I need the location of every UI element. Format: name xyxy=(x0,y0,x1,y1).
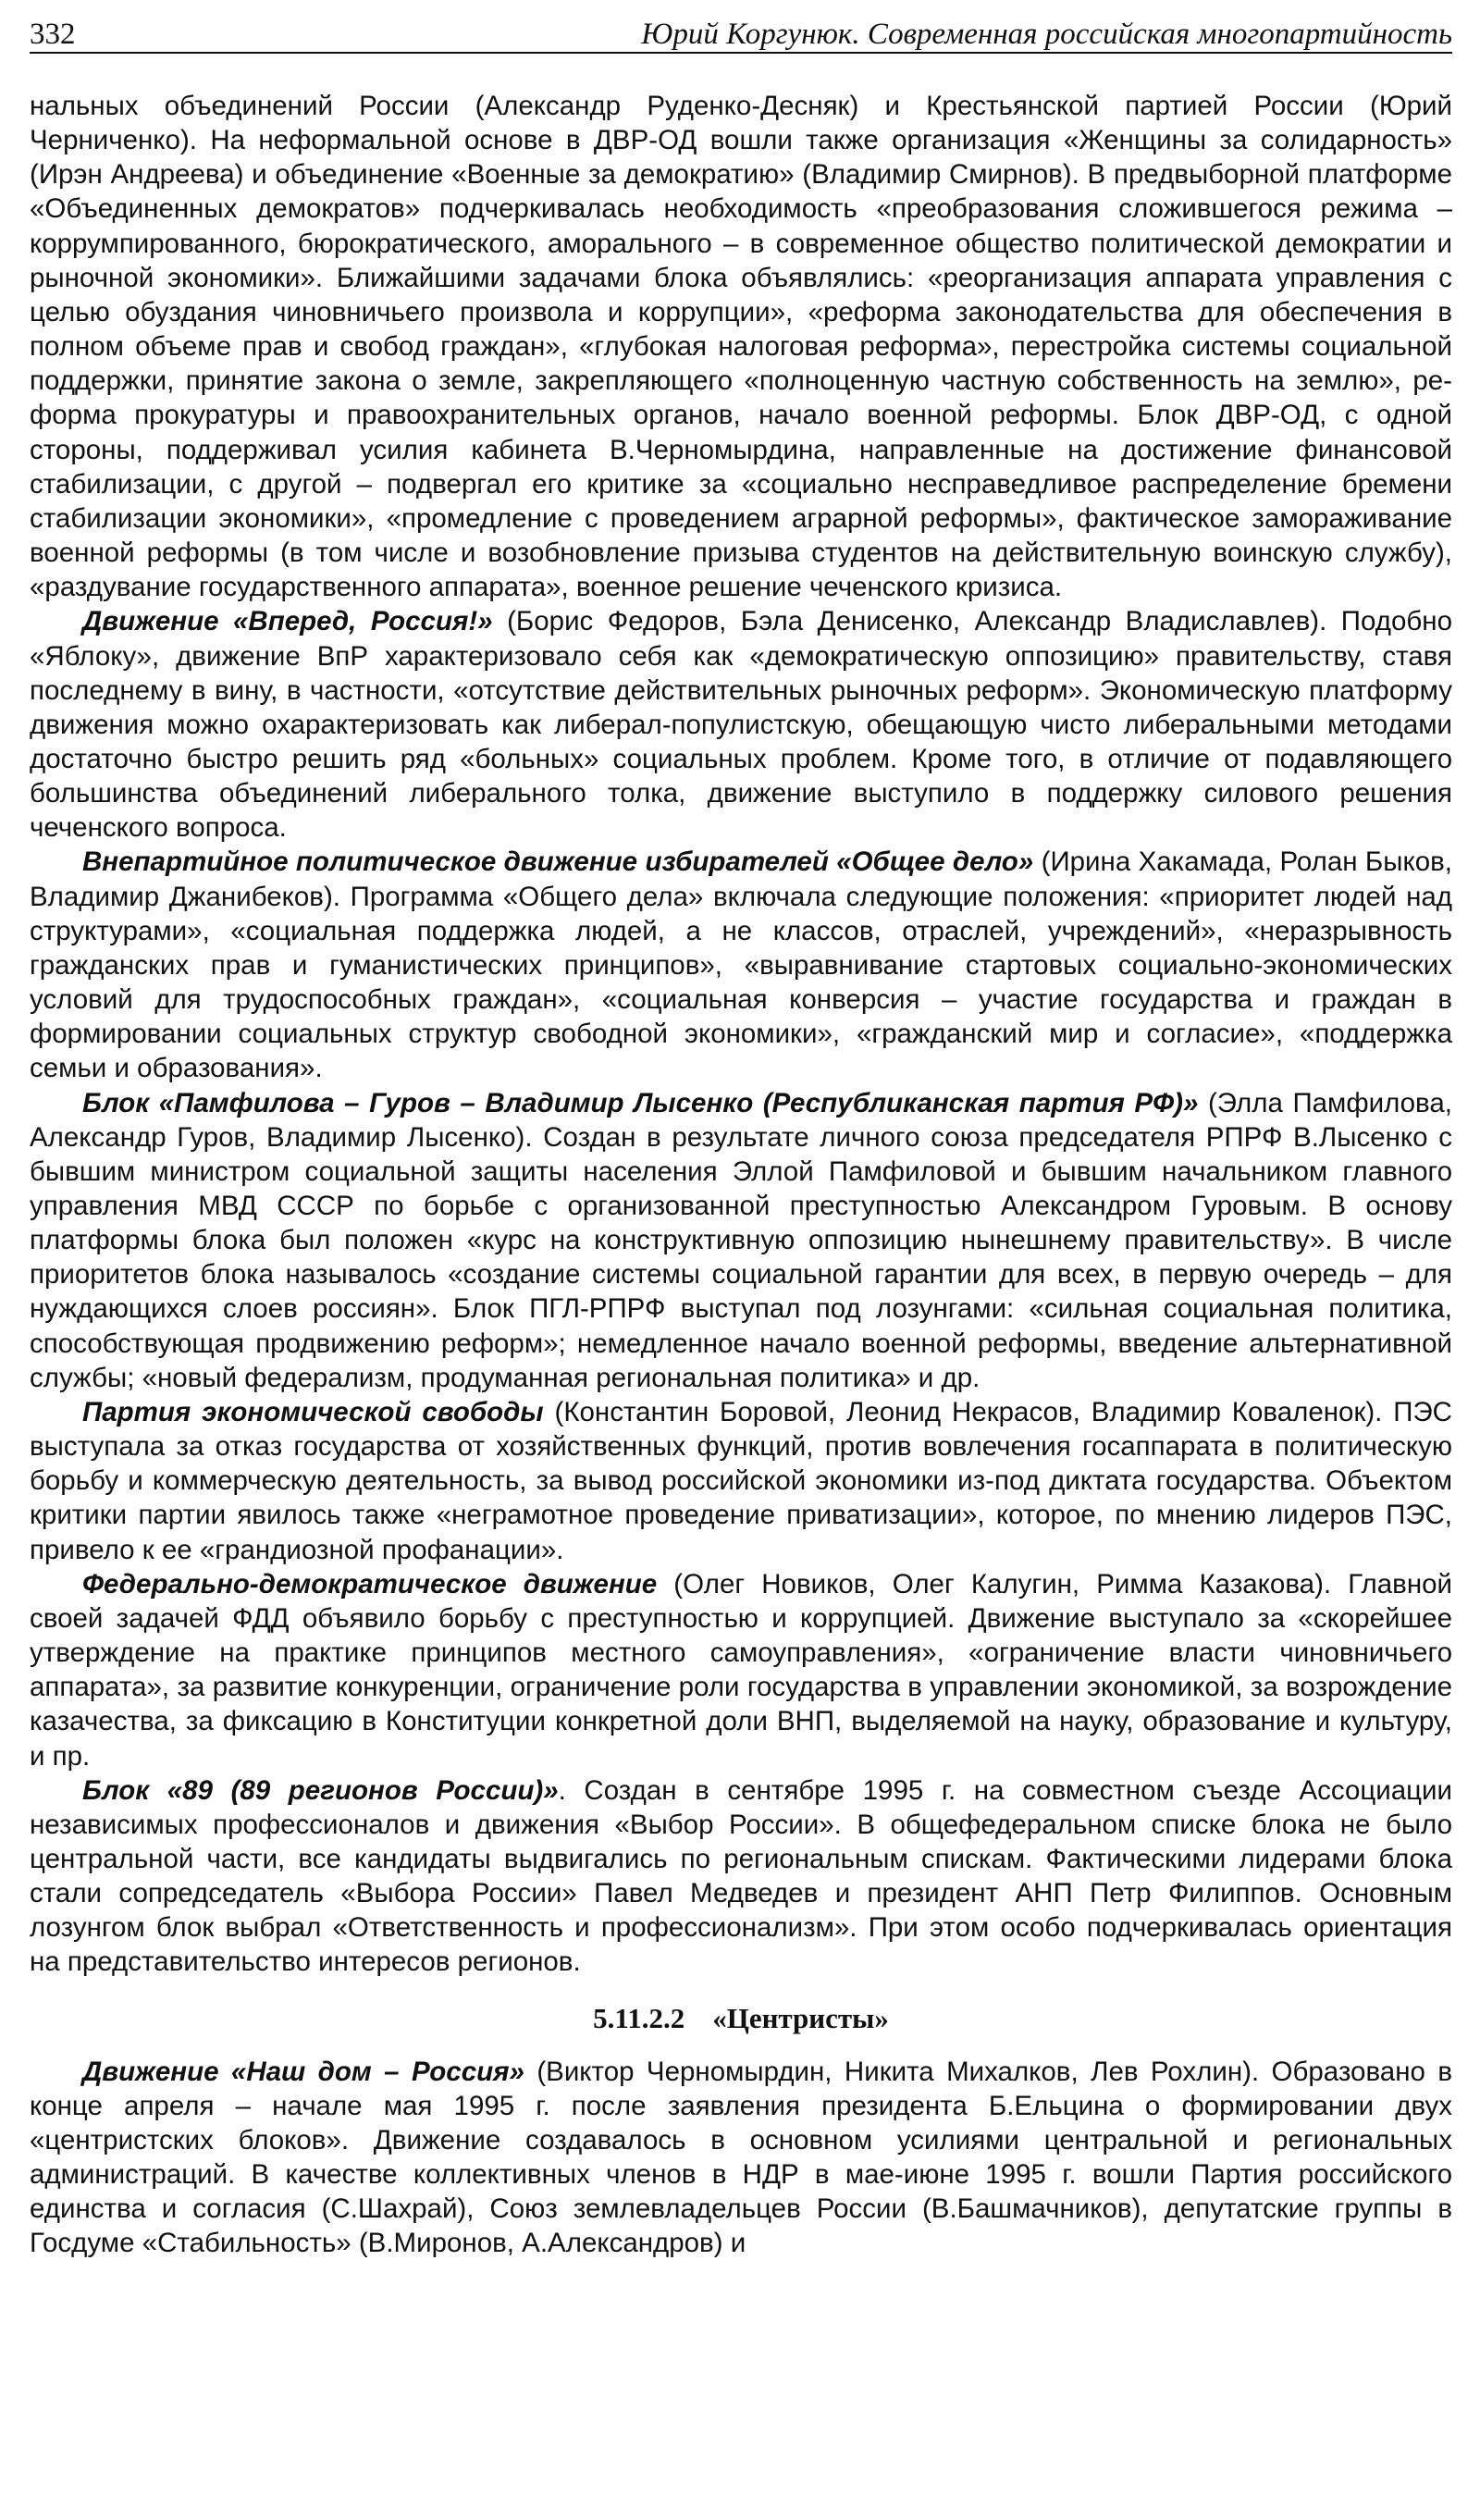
section-heading xyxy=(30,2000,1452,2037)
document-body xyxy=(30,89,1452,2261)
paragraph-text: (Виктор Черномырдин, Никита Михалков, Лев Рохлин). Образовано в конце апреля – начале мая 1995 г. после заявления президента Б.Ельцина о формировании двух «центристских блоков». Движение создавалось в основном усилиями центральной и региональных администраций. В качестве коллективных членов в НДР в мае-июне 1995 г. вошли Партия российского единства и согласия (С.Шахрай), Союз землевладельцев России (В.Башмачников), депутатские группы в Госдуме «Стабильность» (В.Миронов, А.Александров) и xyxy=(30,2056,1452,2259)
paragraph xyxy=(30,1567,1452,1773)
paragraph xyxy=(30,1395,1452,1567)
paragraph xyxy=(30,1086,1452,1395)
paragraph-text: (Ирина Хакамада, Ролан Быков, Владимир Джанибеков). Программа «Общего дела» включала следующие положения: «приоритет людей над структурами», «социальная поддержка людей, а не классов, отраслей, учреждений», «неразрывность гражданских прав и гуманистических принципов», «выравнивание стартовых социально-экономических условий для трудоспособных граждан», «социальная конверсия – участие государства и граждан в формировании социальных структур свободной экономики», «гражданский мир и согласие», «поддержка семьи и образования». xyxy=(30,846,1452,1084)
paragraph-lead: Внепартийное политическое движение избирателей «Общее дело» xyxy=(82,846,1034,878)
paragraph xyxy=(30,845,1452,1085)
paragraph xyxy=(30,2055,1452,2261)
paragraph-lead: Блок «Памфилова – Гуров – Владимир Лысенко (Республиканская партия РФ)» xyxy=(82,1087,1199,1118)
paragraph xyxy=(30,89,1452,604)
section-number: 5.11.2.2 xyxy=(593,2001,685,2034)
paragraph-text: (Олег Новиков, Олег Калугин, Римма Казакова). Главной своей задачей ФДД объявило борьбу с преступностью и коррупцией. Движение выступало за «скорейшее утверждение на практике принципов местного самоуправления», «ограничение власти чиновничьего аппарата», за развитие конкуренции, ограничение роли государства в управлении экономикой, за возрождение казачества, за фиксацию в Конституции конкретной доли ВНП, выделяемой на науку, образование и культуру, и пр. xyxy=(30,1568,1452,1772)
paragraph-lead: Движение «Наш дом – Россия» xyxy=(82,2056,524,2087)
paragraph-text: . Создан в сентябре 1995 г. на совместном съезде Ассоциации независимых профессионалов и движения «Выбор России». В общефедеральном списке блока не было центральной части, все кандидаты выдвигались по региональным спискам. Фактическими лидерами блока стали сопредседатель «Выбора России» Павел Медведев и президент АНП Петр Филиппов. Основным лозунгом блок выбрал «Ответственность и профессионализм». При этом особо подчеркивалась ориентация на представительство интересов регионов. xyxy=(30,1774,1453,1978)
paragraph-lead: Партия экономической свободы xyxy=(82,1396,544,1427)
paragraph-text: нальных объединений России (Александр Руденко-Десняк) и Крестьянской партией России (Юрий Черниченко). На неформальной основе в ДВР-ОД вошли также организация «Женщины за солидарность» (Ирэн Андреева) и объединение «Военные за демократию» (Владимир Смирнов). В предвыборной платформе «Объединенных демократов» подчеркивалась необходимость «преобразования сложившегося режима – коррумпированного, бюрократического, аморального – в современное общество политической демократии и рыночной экономики». Ближайшими задачами блока объявлялись: «реорганизация аппарата управления с целью обуздания чиновничьего произвола и коррупции», «реформа законодательства для обеспечения в полном объеме прав и свобод граждан», «глубокая налоговая реформа», перестройка системы социальной поддержки, принятие закона о земле, закрепляющего «полноценную частную собственность на землю», реформа прокуратуры и правоохранительных органов, начало военной реформы. Блок ДВР-ОД, с одной стороны, поддерживал усилия кабинета В.Черномырдина, направленные на достижение финансовой стабилизации, с другой – подвергал его критике за «социально несправедливое распределение бремени стабилизации экономики», «промедление с проведением аграрной реформы», фактическое замораживание военной реформы (в том числе и возобновление призыва студентов на действительную воинскую службу), «раздувание государственного аппарата», военное решение чеченского кризиса. xyxy=(30,91,1452,603)
paragraph-lead: Федерально-демократическое движение xyxy=(82,1568,658,1600)
paragraph-text: (Константин Боровой, Леонид Некрасов, Владимир Коваленок). ПЭС выступала за отказ государства от хозяйственных функций, против вовлечения госаппарата в политическую борьбу и коммерческую деятельность, за вывод российской экономики из-под диктата государства. Объектом критики партии явилось также «неграмотное проведение приватизации», которое, по мнению лидеров ПЭС, привело к ее «грандиозной профанации». xyxy=(30,1396,1452,1565)
paragraph xyxy=(30,604,1452,845)
paragraph-lead: Блок «89 (89 регионов России)» xyxy=(82,1774,559,1806)
section-title: «Центристы» xyxy=(712,2001,889,2034)
page-number: 332 xyxy=(30,18,76,51)
paragraph-text: (Элла Памфилова, Александр Гуров, Владимир Лысенко). Создан в результате личного союза председателя РПРФ В.Лысенко с бывшим министром социальной защиты населения Эллой Памфиловой и бывшим начальником главного управления МВД СССР по борьбе с организованной преступностью Александром Гуровым. В основу платформы блока был положен «курс на конструктивную оппозицию нынешнему правительству». В числе приоритетов блока называлось «создание системы социальной гарантии для всех, в первую очередь – для нуждающихся слоев россиян». Блок ПГЛ-РПРФ выступал под лозунгами: «сильная социальная политика, способствующая продвижению реформ»; немедленное начало военной реформы, введение альтернативной службы; «новый федерализм, продуманная региональная политика» и др. xyxy=(30,1087,1452,1393)
paragraph-lead: Движение «Вперед, Россия!» xyxy=(82,606,493,637)
paragraph-text: (Борис Федоров, Бэла Денисенко, Александр Владиславлев). Подобно «Яблоку», движение ВпР характеризовало себя как «демократическую оппозицию» правительству, ставя последнему в вину, в частности, «отсутствие действительных рыночных реформ». Экономическую платформу движения можно охарактеризовать как либерал-популистскую, обещающую чисто либеральными методами достаточно быстро решить ряд «больных» социальных проблем. Кроме того, в отличие от подавляющего большинства объединений либерального толка, движение выступило в поддержку силового решения чеченского вопроса. xyxy=(30,606,1452,844)
page-header xyxy=(30,7,1452,54)
paragraph xyxy=(30,1773,1452,1980)
running-title: Юрий Коргунюк. Современная российская многопартийность xyxy=(641,18,1452,51)
